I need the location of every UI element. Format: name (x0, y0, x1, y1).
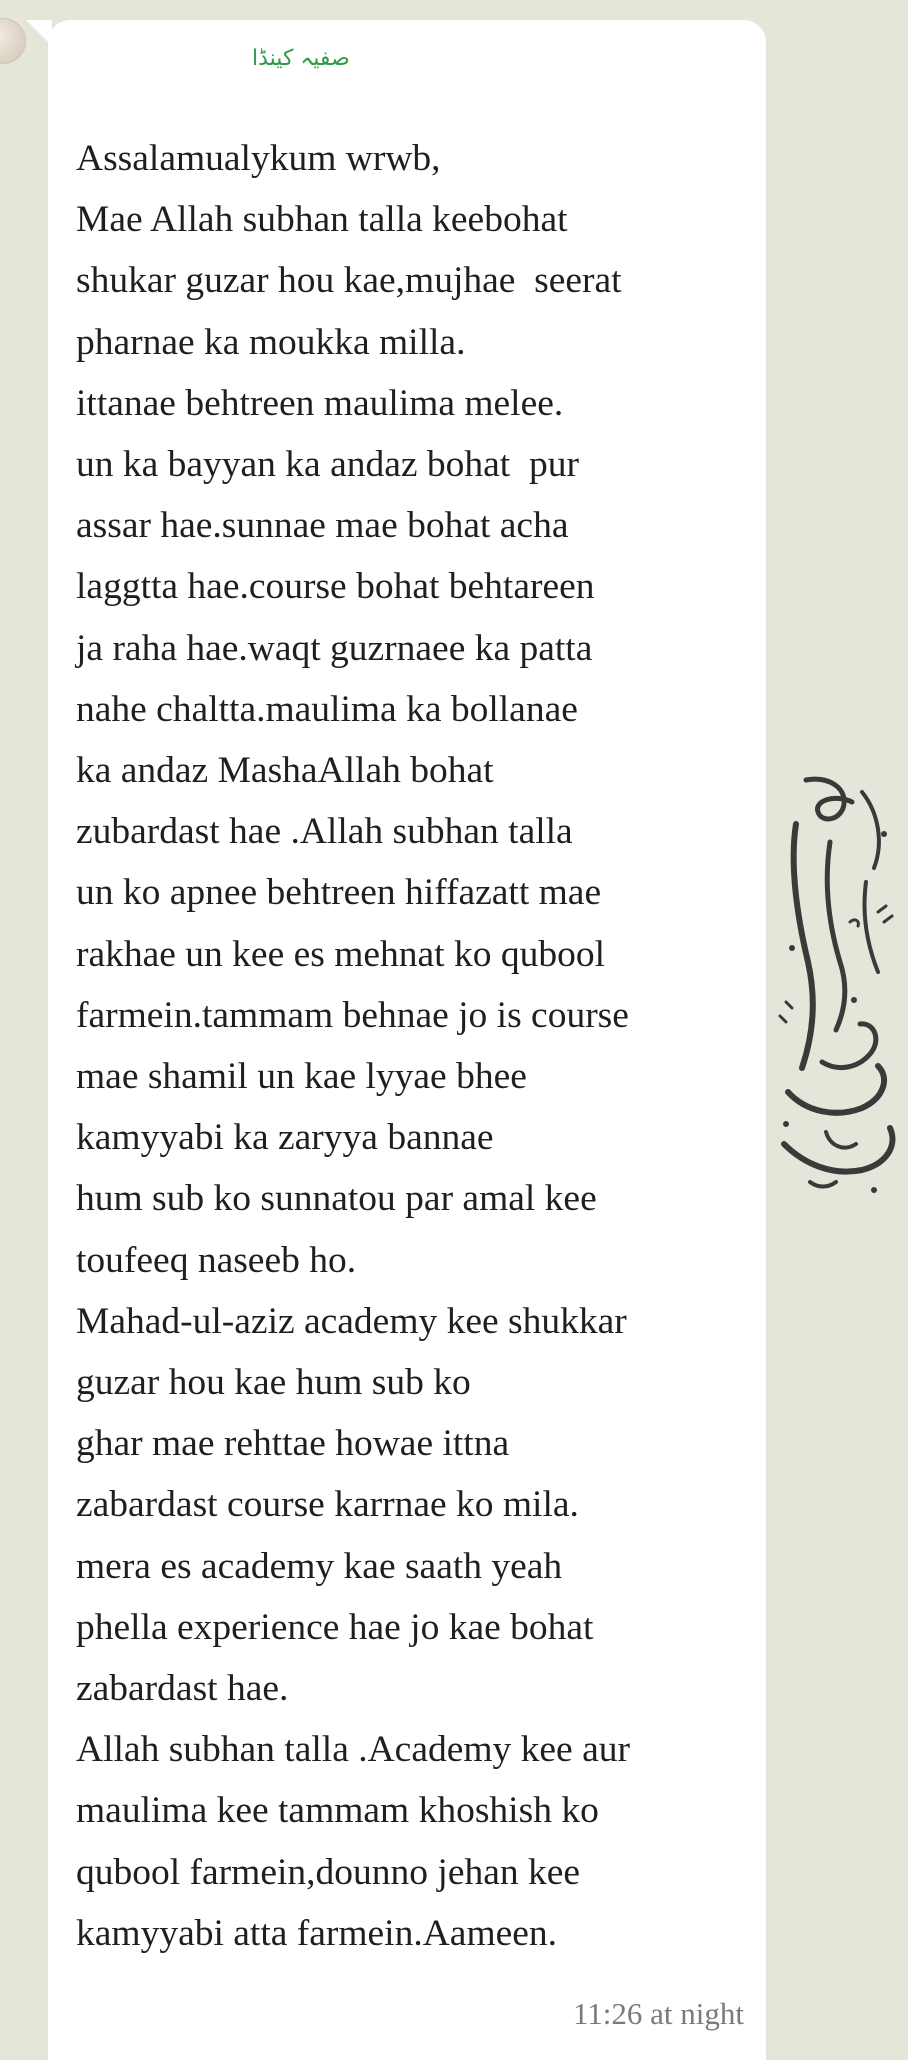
message-timestamp: 11:26 at night (572, 1996, 744, 2031)
calligraphy-watermark (766, 772, 908, 1200)
sender-avatar[interactable] (0, 18, 26, 64)
message-text: Assalamualykum wrwb, Mae Allah subhan talla keebohat shukar guzar hou kae,mujhae seerat pharnae ka moukka milla. ittanae behtreen maulima melee. un ka bayyan ka andaz bohat pur assar hae.sunnae mae bohat acha laggtta hae.course bohat behtareen ja raha hae.waqt guzrnaee ka patta nahe chaltta.maulima ka bollanae ka andaz MashaAllah bohat zubardast hae .Allah subhan talla un ko apnee behtreen hiffazatt mae rakhae un kee es mehnat ko qubool farmein.tammam behnae jo is course mae shamil un kae lyyae bhee kamyyabi ka zaryya bannae hum sub ko sunnatou par amal kee toufeeq naseeb ho. Mahad-ul-aziz academy kee shukkar guzar hou kae hum sub ko ghar mae rehttae howae ittna zabardast course karrnae ko mila. mera es academy kae saath yeah phella experience hae jo kae bohat zabardast hae. Allah subhan talla .Academy kee aur maulima kee tammam khoshish ko qubool farmein,dounno jehan kee kamyyabi atta farmein.Aameen. (76, 138, 630, 1954)
sender-name[interactable]: صفیہ کینڈا (252, 46, 350, 71)
